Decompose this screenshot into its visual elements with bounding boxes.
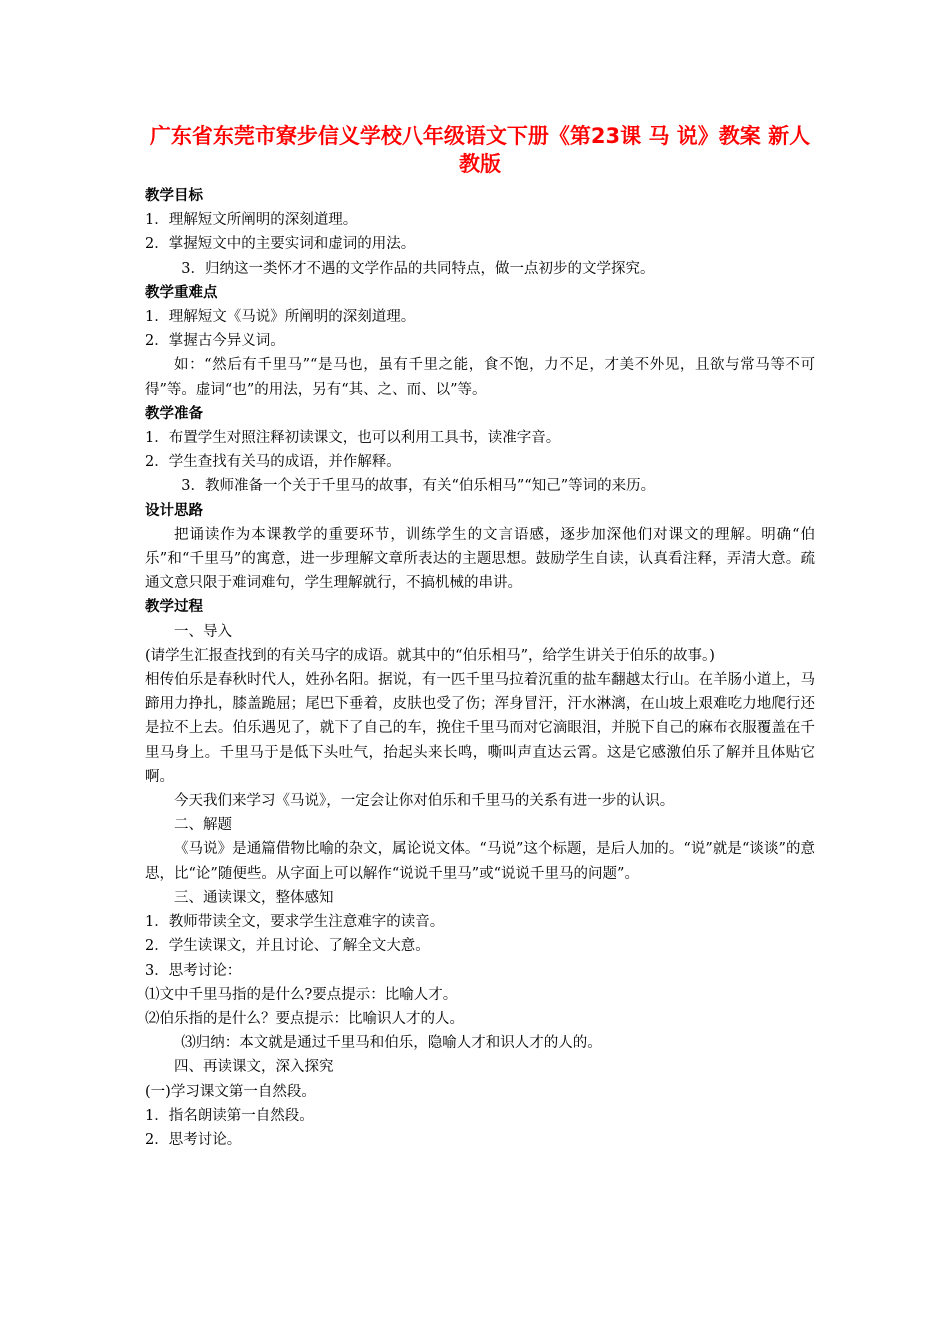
section-heading: 教学重难点	[145, 284, 218, 301]
paragraph: 2．掌握短文中的主要实词和虚词的用法。	[145, 236, 416, 253]
document-page	[145, 122, 815, 1152]
paragraph: 一、导入	[174, 623, 232, 640]
paragraph: 如：“然后有千里马”“是马也，虽有千里之能，食不饱，力不足，才美不外见，且欲与常马等不可得”等。虚词“也”的用法，另有“其、之、而、以”等。	[145, 357, 815, 398]
paragraph: 2．掌握古今异义词。	[145, 333, 285, 350]
paragraph: 2．学生读课文，并且讨论、了解全文大意。	[145, 938, 430, 955]
paragraph: (一)学习课文第一自然段。	[145, 1083, 316, 1100]
section-heading: 教学过程	[145, 599, 203, 616]
paragraph: 今天我们来学习《马说》，一定会让你对伯乐和千里马的关系有进一步的认识。	[174, 793, 675, 810]
paragraph: 二、解题	[174, 817, 232, 834]
paragraph: 1．理解短文所阐明的深刻道理。	[145, 212, 358, 229]
document-title: 广东省东莞市寮步信义学校八年级语文下册《第23课 马 说》教案 新人教版	[149, 124, 811, 176]
section-heading: 设计思路	[145, 502, 203, 519]
paragraph: ⑴文中千里马指的是什么?要点提示：比喻人才。	[145, 986, 458, 1003]
paragraph: 把诵读作为本课教学的重要环节，训练学生的文言语感，逐步加深他们对课文的理解。明确“伯乐”和“千里马”的寓意，进一步理解文章所表达的主题思想。鼓励学生自读，认真看注释，弄清大意。疏通文意只限于难词难句，学生理解就行，不搞机械的串讲。	[145, 526, 815, 592]
paragraph: 《马说》是通篇借物比喻的杂文，属论说文体。“马说”这个标题，是后人加的。“说”就是“谈谈”的意思，比“论”随便些。从字面上可以解作“说说千里马”或“说说千里马的问题”。	[145, 841, 815, 882]
paragraph: 2．思考讨论。	[145, 1131, 242, 1148]
paragraph: 相传伯乐是春秋时代人，姓孙名阳。据说，有一匹千里马拉着沉重的盐车翻越太行山。在羊肠小道上，马蹄用力挣扎，膝盖跪屈；尾巴下垂着，皮肤也受了伤；浑身冒汗，汗水淋漓，在山坡上艰难吃力地爬行还是拉不上去。伯乐遇见了，就下了自己的车，挽住千里马而对它滴眼泪，并脱下自己的麻布衣服覆盖在千里马身上。千里马于是低下头吐气，抬起头来长鸣，嘶叫声直达云霄。这是它感激伯乐了解并且体贴它啊。	[145, 672, 815, 785]
paragraph: 1．理解短文《马说》所阐明的深刻道理。	[145, 309, 416, 326]
paragraph: 3．思考讨论：	[145, 962, 242, 979]
paragraph: 三、通读课文，整体感知	[174, 889, 334, 906]
paragraph: 1．指名朗读第一自然段。	[145, 1107, 314, 1124]
paragraph: (请学生汇报查找到的有关马字的成语。就其中的“伯乐相马”，给学生讲关于伯乐的故事。)	[145, 647, 715, 664]
paragraph: ⑶归纳：本文就是通过千里马和伯乐，隐喻人才和识人才的人的。	[181, 1035, 602, 1052]
paragraph: 2．学生查找有关马的成语，并作解释。	[145, 454, 401, 471]
paragraph: 3．归纳这一类怀才不遇的文学作品的共同特点，做一点初步的文学探究。	[181, 260, 655, 277]
paragraph: 四、再读课文，深入探究	[174, 1059, 334, 1076]
paragraph: 1．布置学生对照注释初读课文，也可以利用工具书，读准字音。	[145, 430, 561, 447]
paragraph: ⑵伯乐指的是什么？要点提示：比喻识人才的人。	[145, 1010, 464, 1027]
section-heading: 教学目标	[145, 188, 203, 204]
paragraph: 3．教师准备一个关于千里马的故事，有关“伯乐相马”“知己”等词的来历。	[181, 478, 656, 495]
paragraph: 1．教师带读全文，要求学生注意难字的读音。	[145, 914, 445, 931]
section-heading: 教学准备	[145, 405, 203, 422]
